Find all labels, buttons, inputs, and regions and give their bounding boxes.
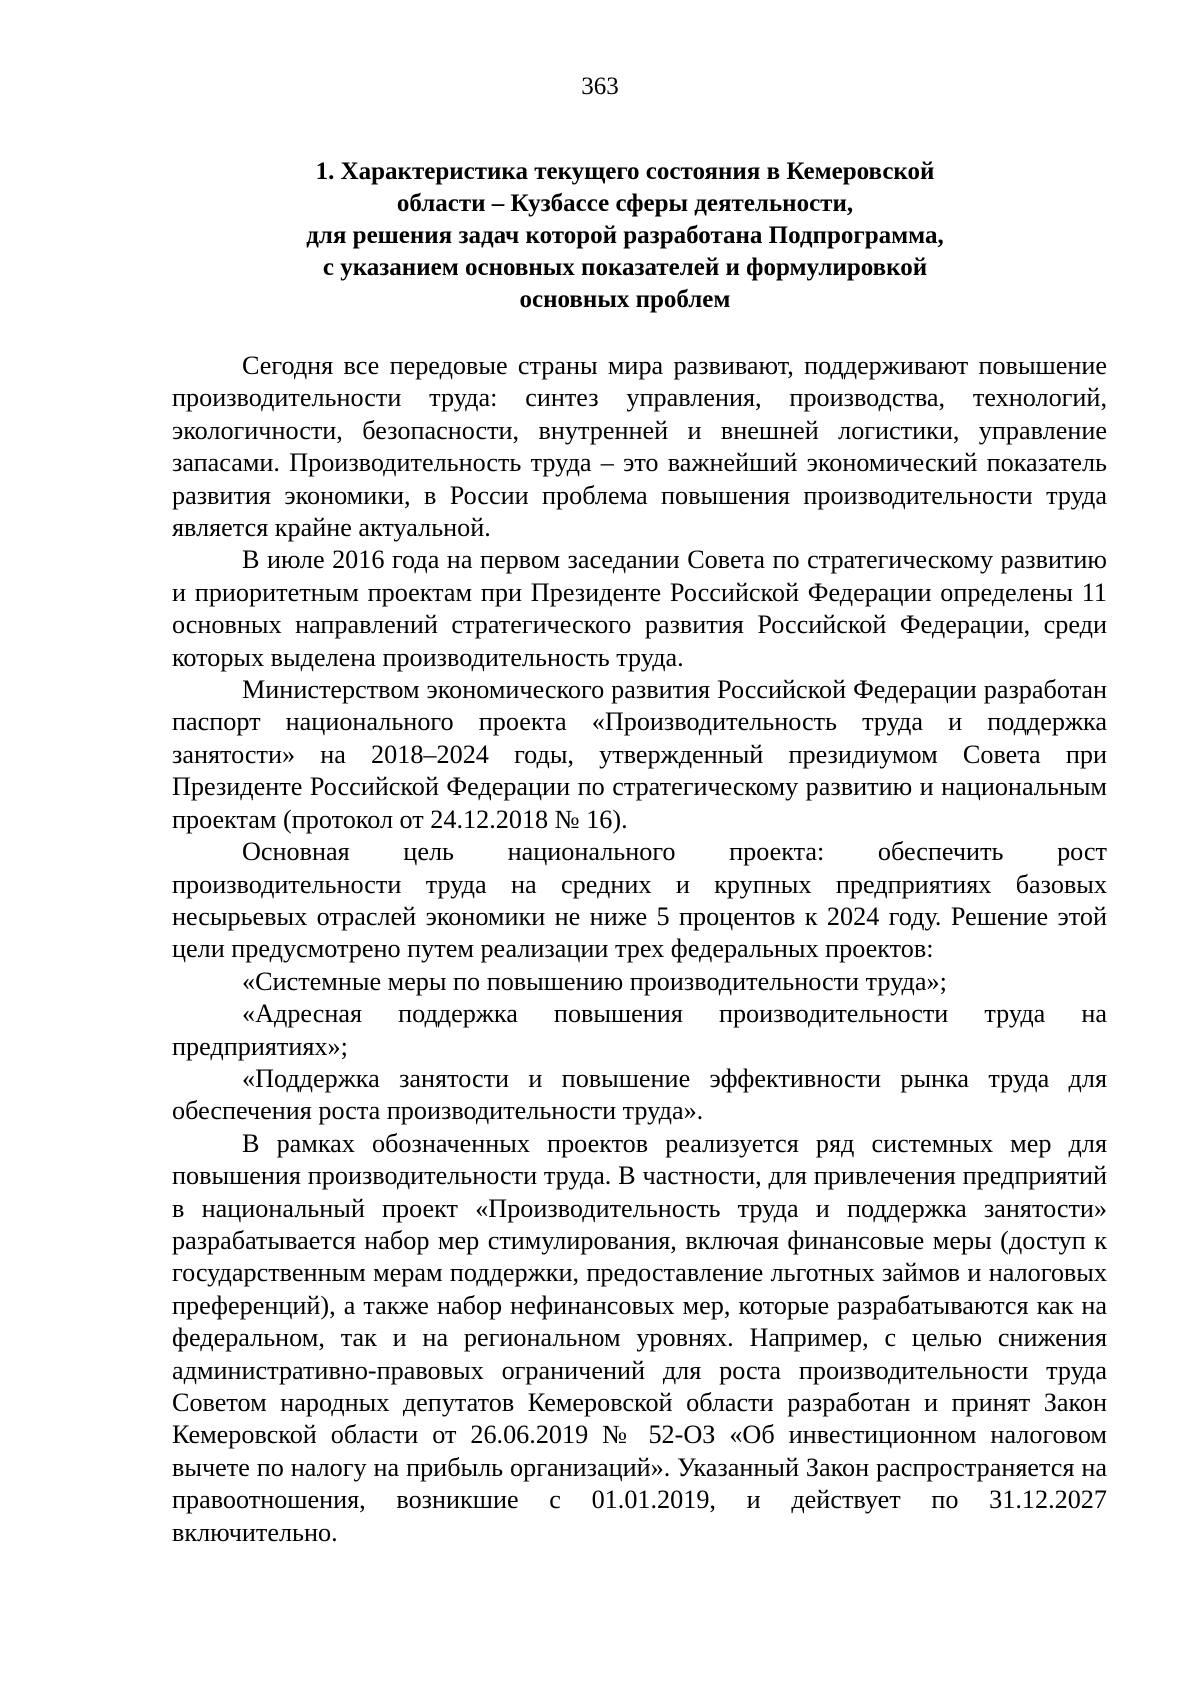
paragraph: Основная цель национального проекта: обеспечить рост производительности труда на средних и крупных предприятиях базовых несырьевых отраслей экономики не ниже 5 процентов к 2024 году. Решение этой цели предусмотрено путем реализации трех федеральных проектов:	[172, 837, 1107, 964]
paragraph: В июле 2016 года на первом заседании Совета по стратегическому развитию и приоритетным проектам при Президенте Российской Федерации определены 11 основных направлений стратегического развития Российской Федерации, среди которых выделена производительность труда.	[172, 545, 1107, 672]
paragraph: Сегодня все передовые страны мира развивают, поддерживают повышение производительности труда: синтез управления, производства, технологий, экологичности, безопасности, внутренней и внешней логистики, управление запасами. Производительность труда – это важнейший экономический показатель развития экономики, в России проблема повышения производительности труда является крайне актуальной.	[172, 351, 1107, 543]
paragraph: «Системные меры по повышению производительности труда»;	[242, 966, 947, 996]
heading-line: для решения задач которой разработана Подпрограмма,	[306, 222, 944, 249]
heading-line: 1. Характеристика текущего состояния в Кемеровской	[315, 158, 935, 185]
paragraph: «Поддержка занятости и повышение эффективности рынка труда для обеспечения роста производительности труда».	[172, 1063, 1107, 1126]
page-number: 363	[581, 73, 619, 100]
paragraph: Министерством экономического развития Российской Федерации разработан паспорт национального проекта «Производительность труда и поддержка занятости» на 2018–2024 годы, утвержденный президиумом Совета при Президенте Российской Федерации по стратегическому развитию и национальным проектам (протокол от 24.12.2018 № 16).	[172, 675, 1107, 834]
paragraph: В рамках обозначенных проектов реализуется ряд системных мер для повышения производительности труда. В частности, для привлечения предприятий в национальный проект «Производительность труда и поддержка занятости» разрабатывается набор мер стимулирования, включая финансовые меры (доступ к государственным мерам поддержки, предоставление льготных займов и налоговых преференций), а также набор нефинансовых мер, которые разрабатываются как на федеральном, так и на региональном уровнях. Например, с целью снижения административно-правовых ограничений для роста производительности труда Советом народных депутатов Кемеровской области разработан и принят Закон Кемеровской области от 26.06.2019 № 52-ОЗ «Об инвестиционном налоговом вычете по налогу на прибыль организаций». Указанный Закон распространяется на правоотношения, возникшие с 01.01.2019, и действует по 31.12.2027 включительно.	[172, 1128, 1107, 1547]
paragraph: «Адресная поддержка повышения производительности труда на предприятиях»;	[172, 999, 1107, 1061]
section-heading	[240, 156, 1010, 316]
heading-line: основных проблем	[519, 286, 731, 313]
heading-line: области – Кузбассе сферы деятельности,	[396, 190, 854, 217]
body-text	[172, 350, 1107, 1549]
heading-line: с указанием основных показателей и формулировкой	[322, 254, 928, 281]
